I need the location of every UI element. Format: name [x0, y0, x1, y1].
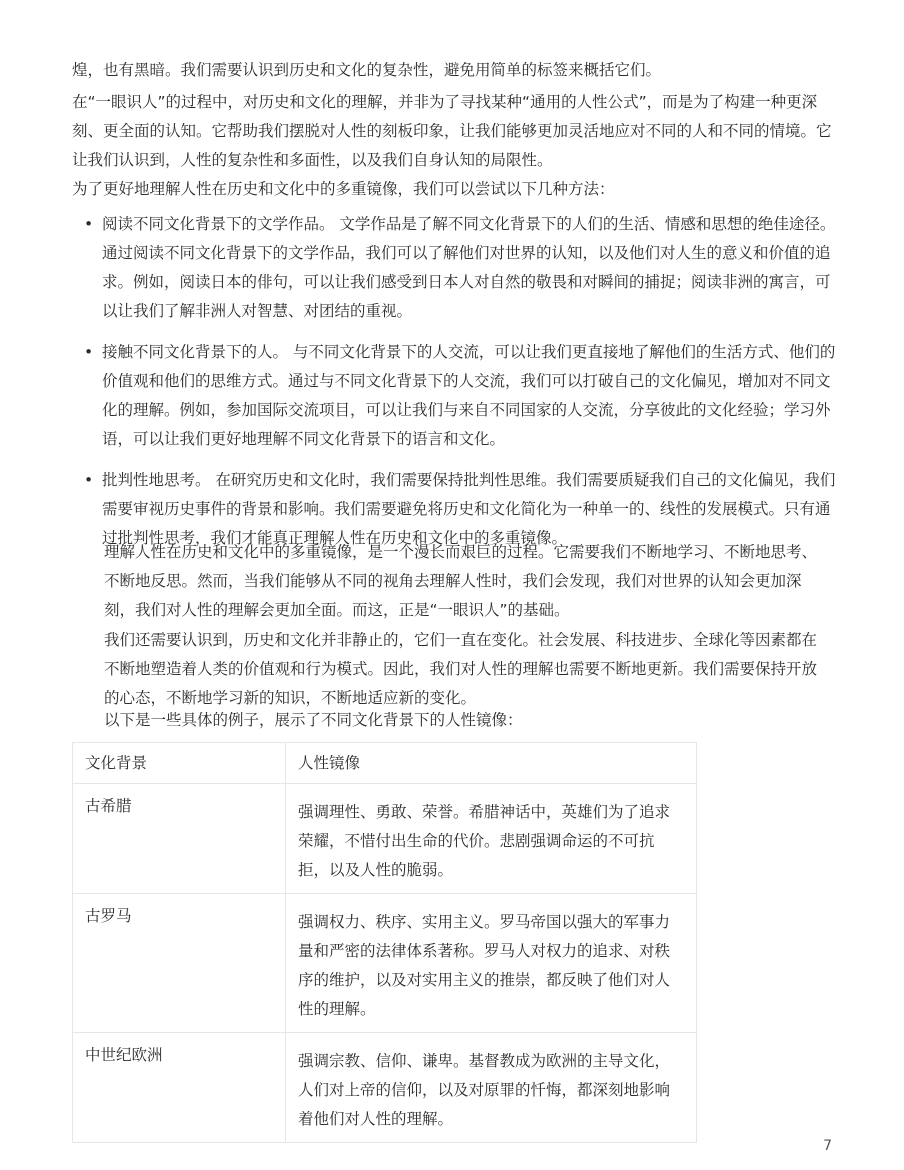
- list-item-text: 阅读不同文化背景下的文学作品。 文学作品是了解不同文化背景下的人们的生活、情感和思想的绝佳途径。通过阅读不同文化背景下的文学作品，我们可以了解他们对世界的认知，以及他们对人生的意义和价值的追求。例如，阅读日本的俳句，可以让我们感受到日本人对自然的敬畏和对瞬间的捕捉；阅读非洲的寓言，可以让我们了解非洲人对智慧、对团结的重视。: [102, 215, 836, 320]
- list-item-text: 批判性地思考。 在研究历史和文化时，我们需要保持批判性思维。我们需要质疑我们自己的文化偏见，我们需要审视历史事件的背景和影响。我们需要避免将历史和文化简化为一种单一的、线性的发展模式。只有通过批判性思考，我们才能真正理解人性在历史和文化中的多重镜像。: [102, 471, 836, 547]
- table-cell-mirror: 强调宗教、信仰、谦卑。基督教成为欧洲的主导文化，人们对上帝的信仰，以及对原罪的忏悔，都深刻地影响着他们对人性的理解。: [286, 1033, 697, 1143]
- table-cell-culture: 中世纪欧洲: [73, 1033, 286, 1143]
- table-cell-culture: 古罗马: [73, 894, 286, 1033]
- methods-list: [84, 210, 836, 565]
- bullet-icon: •: [84, 215, 94, 233]
- paragraph-understanding: 在“一眼识人”的过程中，对历史和文化的理解，并非为了寻找某种“通用的人性公式”，而是为了构建一种更深刻、更全面的认知。它帮助我们摆脱对人性的刻板印象，让我们能够更加灵活地应对不同的人和不同的情境。它让我们认识到，人性的复杂性和多面性，以及我们自身认知的局限性。: [72, 93, 832, 169]
- page-number: 7: [823, 1138, 832, 1154]
- table-row: [73, 894, 697, 1033]
- bullet-icon: •: [84, 343, 94, 361]
- list-item-text: 接触不同文化背景下的人。 与不同文化背景下的人交流，可以让我们更直接地了解他们的生活方式、他们的价值观和他们的思维方式。通过与不同文化背景下的人交流，我们可以打破自己的文化偏见，增加对不同文化的理解。例如，参加国际交流项目，可以让我们与来自不同国家的人交流，分享彼此的文化经验；学习外语，可以让我们更好地理解不同文化背景下的语言和文化。: [102, 343, 836, 448]
- paragraph-methods-lead: 为了更好地理解人性在历史和文化中的多重镜像，我们可以尝试以下几种方法：: [72, 180, 615, 198]
- table-cell-mirror: 强调理性、勇敢、荣誉。希腊神话中，英雄们为了追求荣耀，不惜付出生命的代价。悲剧强调命运的不可抗拒，以及人性的脆弱。: [286, 784, 697, 894]
- column-header-culture: 文化背景: [73, 743, 286, 784]
- table-row: [73, 784, 697, 894]
- table-cell-mirror: 强调权力、秩序、实用主义。罗马帝国以强大的军事力量和严密的法律体系著称。罗马人对权力的追求、对秩序的维护，以及对实用主义的推崇，都反映了他们对人性的理解。: [286, 894, 697, 1033]
- column-header-mirror: 人性镜像: [286, 743, 697, 784]
- list-item: [84, 210, 836, 326]
- paragraph-change: 我们还需要认识到，历史和文化并非静止的，它们一直在变化。社会发展、科技进步、全球化等因素都在不断地塑造着人类的价值观和行为模式。因此，我们对人性的理解也需要不断地更新。我们需要保持开放的心态，不断地学习新的知识，不断地适应新的变化。: [104, 631, 818, 707]
- bullet-icon: •: [84, 471, 94, 489]
- culture-table: [72, 742, 697, 1143]
- paragraph-examples-lead: 以下是一些具体的例子，展示了不同文化背景下的人性镜像：: [104, 711, 523, 729]
- paragraph-process: 理解人性在历史和文化中的多重镜像，是一个漫长而艰巨的过程。它需要我们不断地学习、不断地思考、不断地反思。然而，当我们能够从不同的视角去理解人性时，我们会发现，我们对世界的认知会更加深刻，我们对人性的理解会更加全面。而这，正是“一眼识人”的基础。: [104, 543, 818, 619]
- table-row: [73, 1033, 697, 1143]
- list-item: [84, 338, 836, 454]
- table-cell-culture: 古希腊: [73, 784, 286, 894]
- table-header-row: [73, 743, 697, 784]
- paragraph-intro-end: 煌，也有黑暗。我们需要认识到历史和文化的复杂性，避免用简单的标签来概括它们。: [72, 61, 662, 79]
